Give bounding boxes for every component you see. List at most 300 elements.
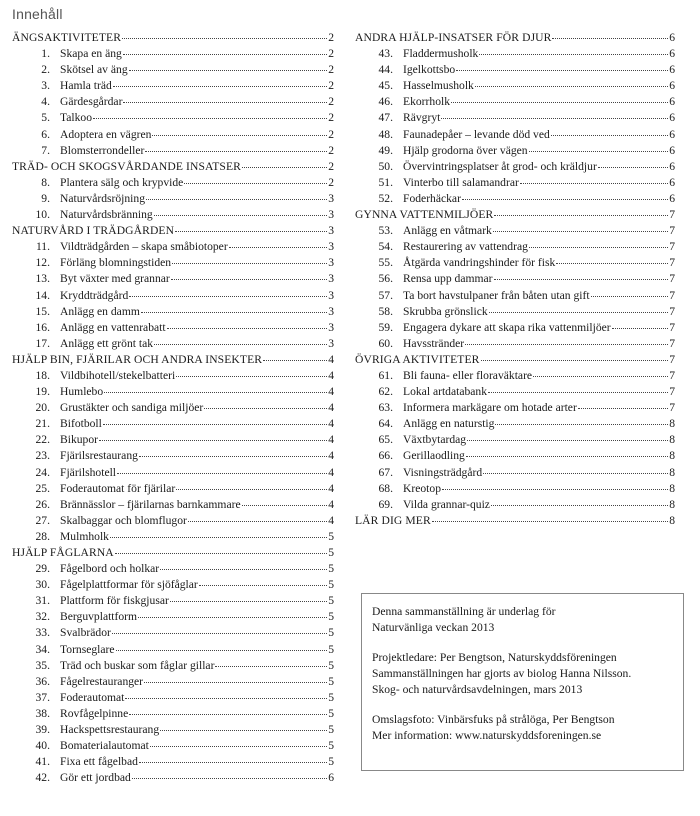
toc-entry[interactable]	[12, 690, 334, 706]
toc-entry-title: Lokal artdatabank	[403, 385, 488, 399]
toc-entry[interactable]	[12, 674, 334, 690]
toc-entry-title: Tornseglare	[60, 642, 115, 656]
toc-page-number: 5	[328, 610, 334, 624]
toc-page-number: 6	[669, 175, 675, 189]
toc-entry[interactable]	[12, 561, 334, 577]
toc-entry[interactable]	[355, 127, 675, 143]
dot-leader	[529, 143, 669, 152]
toc-page-number: 2	[328, 111, 334, 125]
toc-section[interactable]	[12, 30, 334, 46]
toc-entry[interactable]	[12, 127, 334, 143]
toc-entry-number: 67.	[378, 465, 393, 479]
toc-page-number: 5	[328, 562, 334, 576]
toc-page-number: 5	[328, 723, 334, 737]
toc-entry-number: 23.	[35, 449, 50, 463]
toc-entry[interactable]	[12, 384, 334, 400]
toc-entry-title: Havsstränder	[403, 336, 465, 350]
toc-page-number: 3	[328, 191, 334, 205]
toc-entry-title: Informera markägare om hotade arter	[403, 401, 577, 415]
toc-entry[interactable]	[12, 770, 334, 786]
toc-entry-number: 49.	[378, 143, 393, 157]
dot-leader	[489, 304, 669, 313]
toc-entry[interactable]	[355, 416, 675, 432]
toc-page-number: 5	[328, 674, 334, 688]
toc-section-title: GYNNA VATTENMILJÖER	[355, 208, 494, 222]
toc-entry-title: Foderautomat för fjärilar	[60, 481, 176, 495]
info-paragraph-intro	[372, 604, 673, 636]
toc-entry-title: Anlägg en vattenrabatt	[60, 320, 166, 334]
toc-entry-title: Ekorrholk	[403, 95, 451, 109]
toc-entry[interactable]	[355, 239, 675, 255]
dot-leader	[154, 207, 327, 216]
toc-entry-number: 50.	[378, 159, 393, 173]
toc-entry-number: 28.	[35, 529, 50, 543]
toc-entry-title: Fladdermusholk	[403, 47, 479, 61]
info-line: Omslagsfoto: Vinbärsfuks på strålöga, Per Bengtson	[372, 713, 615, 726]
toc-page-number: 3	[328, 304, 334, 318]
toc-entry[interactable]	[12, 706, 334, 722]
toc-entry[interactable]	[12, 754, 334, 770]
toc-page-number: 8	[669, 513, 675, 527]
toc-entry[interactable]	[12, 288, 334, 304]
toc-page-number: 4	[328, 449, 334, 463]
toc-entry-number: 27.	[35, 513, 50, 527]
toc-entry-number: 68.	[378, 481, 393, 495]
dot-leader	[451, 94, 668, 103]
toc-entry-title: Grustäkter och sandiga miljöer	[60, 401, 204, 415]
toc-page-number: 5	[328, 626, 334, 640]
toc-entry-title: Anlägg en våtmark	[403, 224, 492, 238]
toc-entry[interactable]	[12, 593, 334, 609]
toc-entry[interactable]	[355, 143, 675, 159]
dot-leader	[432, 513, 668, 522]
toc-entry[interactable]	[355, 368, 675, 384]
toc-entry[interactable]	[12, 175, 334, 191]
dot-leader	[441, 110, 668, 119]
toc-entry-title: Åtgärda vandringshinder för fisk	[403, 256, 556, 270]
toc-entry-number: 22.	[35, 433, 50, 447]
dot-leader	[154, 336, 327, 345]
dot-leader	[172, 255, 327, 264]
toc-section-title: NATURVÅRD I TRÄDGÅRDEN	[12, 224, 175, 238]
info-box	[361, 593, 684, 771]
toc-entry-title: Rävgryt	[403, 111, 441, 125]
toc-entry[interactable]	[355, 78, 675, 94]
dot-leader	[139, 448, 327, 457]
toc-entry-number: 63.	[378, 401, 393, 415]
toc-entry-title: Naturvårdsröjning	[60, 191, 146, 205]
toc-entry-title: Mulmholk	[60, 529, 109, 543]
dot-leader	[495, 416, 668, 425]
toc-section-title: ANDRA HJÄLP-INSATSER FÖR DJUR	[355, 31, 552, 44]
dot-leader	[199, 577, 327, 586]
toc-entry[interactable]	[355, 481, 675, 497]
toc-entry-title: Skrubba grönslick	[403, 304, 488, 318]
toc-page-number: 7	[669, 336, 675, 350]
toc-entry-title: Svalbrädor	[60, 626, 111, 640]
info-line: Skog- och naturvårdsavdelningen, mars 2013	[372, 683, 583, 696]
toc-page-number: 6	[669, 191, 675, 205]
toc-entry-number: 24.	[35, 465, 50, 479]
toc-entry-number: 46.	[378, 95, 393, 109]
toc-entry[interactable]	[12, 78, 334, 94]
toc-entry-number: 31.	[35, 594, 50, 608]
dot-leader	[215, 658, 327, 667]
toc-column-left	[12, 30, 334, 786]
dot-leader	[122, 30, 327, 39]
toc-entry-number: 32.	[35, 610, 50, 624]
toc-entry[interactable]	[355, 94, 675, 110]
toc-entry-title: Kryddträdgård	[60, 288, 129, 302]
toc-entry-number: 35.	[35, 658, 50, 672]
dot-leader	[591, 288, 669, 297]
toc-entry-number: 10.	[35, 208, 50, 222]
toc-entry[interactable]	[355, 159, 675, 175]
toc-page-number: 4	[328, 481, 334, 495]
toc-entry-number: 60.	[378, 336, 393, 350]
toc-page-number: 6	[669, 127, 675, 141]
toc-page-number: 7	[669, 401, 675, 415]
info-line: Projektledare: Per Bengtson, Naturskyddsföreningen	[372, 651, 617, 664]
toc-entry-number: 48.	[378, 127, 393, 141]
toc-entry[interactable]	[12, 738, 334, 754]
page-heading: Innehåll	[12, 6, 63, 22]
toc-entry[interactable]	[12, 320, 334, 336]
dot-leader	[146, 191, 327, 200]
toc-page-number: 6	[669, 111, 675, 125]
toc-entry-number: 41.	[35, 755, 50, 769]
toc-entry-number: 56.	[378, 272, 393, 286]
dot-leader	[598, 159, 668, 168]
toc-section-title: TRÄD- OCH SKOGSVÅRDANDE INSATSER	[12, 159, 241, 173]
toc-entry[interactable]	[12, 658, 334, 674]
toc-page-number: 3	[328, 320, 334, 334]
toc-page-number: 5	[328, 594, 334, 608]
toc-entry-title: Växtbytardag	[403, 433, 467, 447]
dot-leader	[141, 304, 327, 313]
toc-page-number: 3	[328, 288, 334, 302]
toc-entry-number: 39.	[35, 723, 50, 737]
dot-leader	[465, 336, 668, 345]
dot-leader	[188, 513, 327, 522]
toc-page-number: 8	[669, 417, 675, 431]
toc-section[interactable]	[12, 352, 334, 368]
toc-entry-title: Byt växter med grannar	[60, 272, 170, 286]
dot-leader	[551, 127, 668, 136]
toc-entry-number: 1.	[41, 47, 50, 61]
info-line: Naturvänliga veckan 2013	[372, 621, 495, 634]
toc-entry[interactable]	[12, 46, 334, 62]
toc-entry[interactable]	[12, 94, 334, 110]
toc-entry-number: 61.	[378, 368, 393, 382]
toc-entry[interactable]	[12, 577, 334, 593]
toc-entry[interactable]	[12, 110, 334, 126]
toc-entry[interactable]	[355, 191, 675, 207]
toc-entry[interactable]	[355, 255, 675, 271]
toc-entry-title: Faunadepåer – levande död ved	[403, 127, 550, 141]
toc-entry-number: 11.	[35, 240, 50, 254]
toc-entry[interactable]	[12, 368, 334, 384]
dot-leader	[456, 62, 668, 71]
toc-entry[interactable]	[355, 271, 675, 287]
toc-entry-title: Hamla träd	[60, 79, 112, 93]
toc-entry-number: 51.	[378, 175, 393, 189]
dot-leader	[117, 465, 327, 474]
dot-leader	[139, 754, 327, 763]
toc-entry-title: Igelkottsbo	[403, 63, 456, 77]
dot-leader	[125, 690, 327, 699]
toc-page-number: 7	[669, 256, 675, 270]
toc-entry[interactable]	[12, 400, 334, 416]
toc-page-number: 2	[328, 47, 334, 61]
dot-leader	[488, 384, 668, 393]
info-paragraph-contact	[372, 712, 673, 744]
toc-entry[interactable]	[355, 304, 675, 320]
toc-entry-number: 13.	[35, 272, 50, 286]
toc-entry-title: Engagera dykare att skapa rika vattenmiljöer	[403, 320, 611, 334]
dot-leader	[144, 674, 327, 683]
toc-page-number: 8	[669, 433, 675, 447]
toc-entry-title: Visningsträdgård	[403, 465, 483, 479]
dot-leader	[93, 110, 327, 119]
toc-entry[interactable]	[12, 143, 334, 159]
toc-entry[interactable]	[12, 609, 334, 625]
toc-entry-number: 42.	[35, 771, 50, 785]
toc-entry-number: 14.	[35, 288, 50, 302]
toc-entry[interactable]	[12, 239, 334, 255]
toc-entry-title: Anlägg ett grönt tak	[60, 336, 154, 350]
toc-section[interactable]	[12, 159, 334, 175]
toc-entry[interactable]	[12, 513, 334, 529]
dot-leader	[113, 78, 327, 87]
toc-entry-number: 66.	[378, 449, 393, 463]
toc-entry-title: Vildträdgården – skapa småbiotoper	[60, 240, 228, 254]
toc-entry-title: Berguvplattform	[60, 610, 138, 624]
toc-entry-title: Förläng blomningstiden	[60, 256, 172, 270]
toc-page-number: 4	[328, 368, 334, 382]
toc-entry[interactable]	[355, 448, 675, 464]
toc-section[interactable]	[355, 352, 675, 368]
toc-entry-number: 43.	[378, 47, 393, 61]
toc-section[interactable]	[355, 30, 675, 46]
toc-entry[interactable]	[12, 416, 334, 432]
toc-section-title: HJÄLP FÅGLARNA	[12, 546, 114, 559]
toc-page-number: 3	[328, 272, 334, 286]
toc-entry-number: 19.	[35, 385, 50, 399]
info-line: Denna sammanställning är underlag för	[372, 605, 556, 618]
toc-page-number: 7	[669, 320, 675, 334]
toc-entry[interactable]	[355, 223, 675, 239]
toc-entry[interactable]	[12, 62, 334, 78]
toc-page-number: 6	[669, 31, 675, 44]
toc-page-number: 4	[328, 417, 334, 431]
toc-entry-number: 17.	[35, 336, 50, 350]
toc-section-title: LÄR DIG MER	[355, 513, 431, 527]
toc-entry[interactable]	[12, 255, 334, 271]
toc-page-number: 7	[669, 288, 675, 302]
toc-entry-number: 64.	[378, 417, 393, 431]
toc-section[interactable]	[12, 545, 334, 561]
dot-leader	[529, 239, 668, 248]
toc-page-number: 7	[669, 368, 675, 382]
toc-page-number: 6	[669, 79, 675, 93]
toc-entry[interactable]	[355, 110, 675, 126]
toc-entry-number: 65.	[378, 433, 393, 447]
toc-page-number: 6	[669, 63, 675, 77]
toc-entry[interactable]	[12, 529, 334, 545]
toc-entry[interactable]	[12, 465, 334, 481]
toc-entry[interactable]	[355, 432, 675, 448]
toc-entry-number: 40.	[35, 739, 50, 753]
toc-entry-number: 15.	[35, 304, 50, 318]
dot-leader	[171, 271, 327, 280]
info-paragraph-credits	[372, 650, 673, 698]
toc-entry[interactable]	[12, 207, 334, 223]
toc-entry[interactable]	[12, 497, 334, 513]
toc-entry[interactable]	[12, 191, 334, 207]
dot-leader	[467, 432, 668, 441]
toc-section-title: HJÄLP BIN, FJÄRILAR OCH ANDRA INSEKTER	[12, 352, 263, 366]
dot-leader	[103, 416, 327, 425]
toc-page-number: 8	[669, 449, 675, 463]
dot-leader	[132, 770, 327, 779]
toc-entry[interactable]	[355, 497, 675, 513]
toc-entry[interactable]	[12, 625, 334, 641]
toc-entry[interactable]	[12, 304, 334, 320]
toc-page-number: 3	[328, 224, 334, 238]
toc-page-number: 6	[669, 159, 675, 173]
toc-entry-number: 34.	[35, 642, 50, 656]
toc-entry[interactable]	[355, 384, 675, 400]
toc-entry-number: 2.	[41, 63, 50, 77]
toc-entry[interactable]	[355, 175, 675, 191]
toc-page-number: 5	[328, 642, 334, 656]
toc-entry-number: 6.	[41, 127, 50, 141]
toc-page-number: 8	[669, 481, 675, 495]
toc-entry-title: Anlägg en damm	[60, 304, 140, 318]
toc-section[interactable]	[355, 513, 675, 529]
toc-entry-title: Restaurering av vattendrag	[403, 240, 528, 254]
dot-leader	[493, 223, 668, 232]
toc-entry-title: Blomsterrondeller	[60, 143, 145, 157]
toc-page-number: 4	[328, 433, 334, 447]
dot-leader	[242, 497, 328, 506]
toc-entry[interactable]	[12, 432, 334, 448]
toc-entry-title: Fjärilsrestaurang	[60, 449, 138, 463]
toc-entry-number: 25.	[35, 481, 50, 495]
dot-leader	[475, 78, 668, 87]
dot-leader	[112, 625, 327, 634]
toc-entry[interactable]	[12, 336, 334, 352]
dot-leader	[123, 94, 327, 103]
toc-page-number: 8	[669, 465, 675, 479]
toc-entry[interactable]	[355, 288, 675, 304]
dot-leader	[556, 255, 668, 264]
toc-entry[interactable]	[355, 400, 675, 416]
toc-page-number: 2	[328, 159, 334, 173]
info-line: Mer information: www.naturskyddsforeningen.se	[372, 729, 602, 742]
dot-leader	[150, 738, 327, 747]
toc-page-number: 6	[669, 95, 675, 109]
toc-entry-title: Rovfågelpinne	[60, 706, 129, 720]
toc-entry-title: Hjälp grodorna över vägen	[403, 143, 528, 157]
toc-entry-title: Talkoo	[60, 111, 93, 125]
toc-entry[interactable]	[12, 448, 334, 464]
toc-entry-title: Humlebo	[60, 385, 104, 399]
toc-entry-title: Bifotboll	[60, 417, 102, 431]
toc-entry-title: Gör ett jordbad	[60, 771, 131, 785]
toc-entry-number: 21.	[35, 417, 50, 431]
toc-entry[interactable]	[12, 642, 334, 658]
toc-entry[interactable]	[12, 271, 334, 287]
toc-entry-title: Skötsel av äng	[60, 63, 128, 77]
toc-page-number: 4	[328, 401, 334, 415]
toc-entry[interactable]	[355, 465, 675, 481]
toc-section[interactable]	[12, 223, 334, 239]
toc-entry-title: Skapa en äng	[60, 47, 122, 61]
dot-leader	[138, 609, 327, 618]
dot-leader	[204, 400, 327, 409]
toc-entry-number: 8.	[41, 175, 50, 189]
toc-entry-title: Brännässlor – fjärilarnas barnkammare	[60, 497, 241, 511]
toc-section-title: ÄNGSAKTIVITETER	[12, 31, 122, 44]
toc-entry-number: 62.	[378, 385, 393, 399]
dot-leader	[167, 320, 328, 329]
toc-page-number: 6	[669, 47, 675, 61]
info-line: Sammanställningen har gjorts av biolog Hanna Nilsson.	[372, 667, 632, 680]
toc-entry[interactable]	[355, 62, 675, 78]
toc-entry-number: 7.	[41, 143, 50, 157]
toc-entry-number: 69.	[378, 497, 393, 511]
dot-leader	[110, 529, 327, 538]
toc-entry-title: Naturvårdsbränning	[60, 208, 153, 222]
toc-entry[interactable]	[355, 46, 675, 62]
toc-page-number: 7	[669, 352, 675, 366]
toc-entry-title: Övervintringsplatser åt grod- och kräldjur	[403, 159, 597, 173]
toc-page-number: 3	[328, 256, 334, 270]
toc-entry-number: 18.	[35, 368, 50, 382]
toc-entry-number: 38.	[35, 706, 50, 720]
toc-section[interactable]	[355, 207, 675, 223]
dot-leader	[229, 239, 328, 248]
toc-page-number: 3	[328, 336, 334, 350]
toc-entry[interactable]	[12, 481, 334, 497]
dot-leader	[263, 352, 327, 361]
toc-page-number: 6	[669, 143, 675, 157]
toc-entry-title: Bli fauna- eller floraväktare	[403, 368, 533, 382]
toc-page-number: 2	[328, 127, 334, 141]
toc-section-title: ÖVRIGA AKTIVITETER	[355, 352, 480, 366]
dot-leader	[442, 481, 668, 490]
toc-entry-title: Vilda grannar-quiz	[403, 497, 490, 511]
toc-page-number: 7	[669, 385, 675, 399]
dot-leader	[520, 175, 668, 184]
toc-entry-number: 3.	[41, 79, 50, 93]
toc-page-number: 2	[328, 31, 334, 44]
toc-page-number: 7	[669, 224, 675, 238]
toc-entry[interactable]	[355, 336, 675, 352]
toc-entry[interactable]	[12, 722, 334, 738]
toc-entry-number: 5.	[41, 111, 50, 125]
toc-page-number: 6	[328, 771, 334, 785]
toc-page-number: 7	[669, 240, 675, 254]
toc-entry[interactable]	[355, 320, 675, 336]
dot-leader	[115, 545, 327, 554]
toc-page-number: 5	[328, 706, 334, 720]
dot-leader	[145, 143, 327, 152]
toc-entry-number: 26.	[35, 497, 50, 511]
toc-entry-title: Gerillaodling	[403, 449, 465, 463]
